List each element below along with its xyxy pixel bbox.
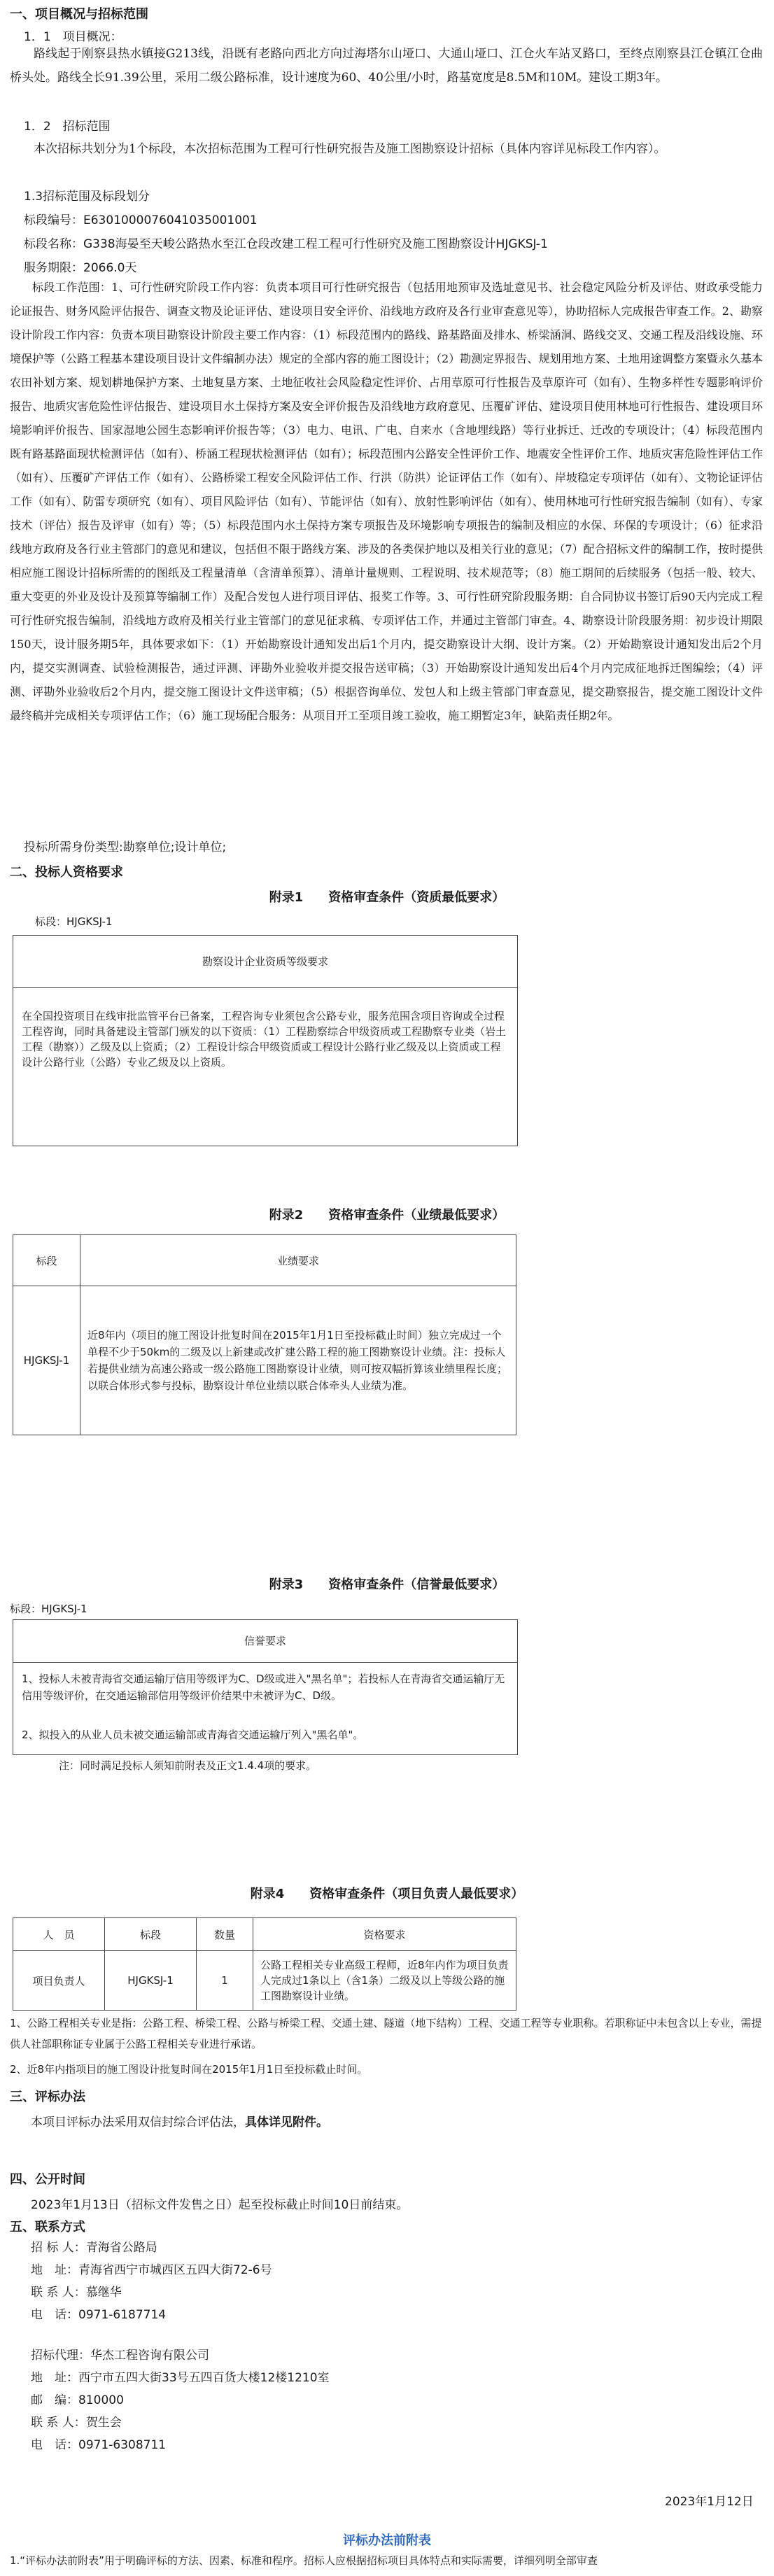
project-overview-text: 路线起于刚察县热水镇接G213线，沿既有老路向西北方向过海塔尔山垭口、大通山垭口、江仓火车站叉路口，至终点刚察县江仓镇江仓曲桥头处。路线全长91.39公里，采用二级公路标准，设计速度为60、40公里/小时，路基宽度是8.5M和10M。建设工期3年。 [10,47,763,85]
table-header-row [13,1918,516,1951]
appendix-3-title: 附录3 资格审查条件（信誉最低要求） [269,1577,505,1592]
col-quantity: 数量 [197,1918,253,1951]
work-scope-text: 标段工作范围：1、可行性研究阶段工作内容：负责本项目可行性研究报告（包括用地预审及选址意见书、社会稳定风险分析及评估、财政承受能力论证报告、财务风险评估报告、调查文物及论证评估、建设项目安全评价、沿线地方政府及各行业审查意见等），协助招标人完成报告审查工作。2、勘察设计阶段工作内容：负责本项目勘察设计阶段主要工作内容：（1）标段范围内的路线、路基路面及排水、桥梁涵洞、路线交叉、交通工程及沿线设施、环境保护等（公路工程基本建设项目设计文件编制办法）规定的全部内容的施工图设计；（2）勘测定界报告、规划用地方案、土地用途调整方案暨永久基本农田补划方案、规划耕地保护方案、土地复垦方案、土地征收社会风险稳定性评价、占用草原可行性报告及草原许可（如有）、生物多样性专题影响评价报告、地质灾害危险性评估报告、建设项目水土保持方案及安全评价报告及沿线地方政府意见、压覆矿评估、建设项目使用林地可行性报告、建设项目环境影响评价报告、国家湿地公园生态影响评价报告等；（3）电力、电讯、广电、自来水（含地埋线路）等行业拆迁、迁改的专项设计；（4）标段范围内既有路基路面现状检测评估（如有）、桥涵工程现状检测评估（如有）；标段范围内公路安全性评价工作、地震安全性评价工作、地质灾害危险性评估工作（如有）、压覆矿产评估工作（如有）、公路桥梁工程安全风险评估工作、行洪（防洪）论证评估工作（如有）、岸坡稳定专项评估（如有）、文物论证评估工作（如有）、防雷专项研究（如有）、项目风险评估（如有）、节能评估（如有）、放射性影响评估（如有）、使用林地可行性研究报告编制（如有）、专家技术（评估）报告及评审（如有）等；（5）标段范围内水土保持方案专项报告及环境影响专项报告的编制及相应的水保、环保的专项设计；（6）征求沿线地方政府及各行业主管部门的意见和建议，包括但不限于路线方案、涉及的各类保护地以及相关行业的意见；（7）配合招标文件的编制工作，按时提供相应施工图设计招标所需的的图纸及工程量清单（含清单预算）、清单计量规则、工程说明、技术规范等；（8）施工期间的后续服务（包括一般、较大、重大变更的外业及设计及预算等编制工作）及配合发包人进行项目评估、报奖工作等。3、可行性研究阶段服务期：自合同协议书签订后90天内完成工程可行性研究报告编制，沿线地方政府及相关行业主管部门的意见征求稿、专项评估工作，并通过主管部门审查。4、勘察设计阶段服务期：初步设计期限150天，设计服务期5年，具体要求如下：（1）开始勘察设计通知发出后1个月内，提交勘察设计大纲、设计方案。（2）开始勘察设计通知发出后2个月内，提交实测调查、试验检测报告，通过评测、评勘外业验收并提交报告送审稿；（3）开始勘察设计通知发出后4个月内完成征地拆迁图编绘；（4）评测、评勘外业验收后2个月内，提交施工图设计文件送审稿；（5）根据咨询单位、发包人和上级主管部门审查意见，提交勘察报告，提交施工图设计文件最终稿并完成相关专项评估工作；（6）施工现场配合服务：从项目开工至项目竣工验收，施工期暂定3年，缺陷责任期2年。 [10,281,763,722]
col-section: 标段 [105,1918,197,1951]
bid-scope-text: 本次招标共划分为1个标段，本次招标范围为工程可行性研究报告及施工图勘察设计招标（具体内容详见标段工作内容）。 [34,142,666,156]
evaluation-appendix-text: 1.“评标办法前附表”用于明确评标的方法、因素、标准和程序。招标人应根据招标项目具体特点和实际需要，详细列明全部审查 [10,2554,598,2567]
col-requirement: 资格要求 [253,1918,516,1951]
appendix-4-table [13,1917,516,2011]
contact-block-tenderer [31,2237,272,2326]
evaluation-method-bold: 具体详见附件。 [245,2116,328,2130]
agent-phone-label: 电 话： [31,2438,78,2452]
row-section: HJGKSJ-1 [105,1951,197,2011]
appendix-4-note-1: 1、公路工程相关专业是指：公路工程、桥梁工程、公路与桥梁工程、交通土建、隧道（地下结构）工程、交通工程等专业职称。若职称证中未包含以上专业，需提供人社部职称证专业属于公路工程相关专业进行承诺。 [10,2017,762,2050]
col-section: 标段 [13,1235,80,1286]
bid-scope-heading: 1．2 招标范围 [24,120,111,134]
postcode-value: 810000 [78,2393,124,2407]
appendix-1-section-code: 标段：HJGKSJ-1 [35,915,113,928]
evaluation-appendix-title: 评标办法前附表 [343,2533,431,2548]
agent-contact-label: 联 系 人： [31,2416,86,2430]
tenderer-address-value: 青海省西宁市城西区五四大街72-6号 [78,2263,272,2277]
appendix-3-item-2: 2、拟投入的从业人员未被交通运输部或青海省交通运输厅列入"黑名单"。 [22,1729,364,1741]
row-quantity: 1 [197,1951,253,2011]
project-overview-heading: 1．1 项目概况： [24,30,122,44]
section-code: 标段编号：E6301000076041035001001 [24,213,258,227]
section-1-title: 一、项目概况与招标范围 [10,7,148,22]
tenderer-phone-value: 0971-6187714 [78,2308,167,2322]
agent-address-value: 西宁市五四大街33号五四百货大楼12楼1210室 [78,2371,330,2385]
appendix-1-body: 在全国投资项目在线审批监管平台已备案，工程咨询专业须包含公路专业，服务范围含项目咨询或全过程工程咨询，同时具备建设主管部门颁发的以下资质：（1）工程勘察综合甲级资质或工程勘察专业类（岩土工程（勘察））乙级及以上资质；（2）工程设计综合甲级资质或工程设计公路行业乙级及以上资质或工程设计公路行业（公路）专业乙级及以上资质。 [22,1010,507,1069]
tenderer-value: 青海省公路局 [85,2241,157,2255]
appendix-3-header: 信誉要求 [13,1620,517,1663]
appendix-3-box [13,1619,518,1755]
evaluation-method-prefix: 本项目评标办法采用双信封综合评估法， [31,2116,245,2130]
row-person: 项目负责人 [13,1951,105,2011]
bidder-identity-type: 投标所需身份类型:勘察单位;设计单位; [24,840,227,854]
col-person: 人 员 [13,1918,105,1951]
appendix-2-title: 附录2 资格审查条件（业绩最低要求） [269,1208,505,1223]
section-4-title: 四、公开时间 [10,2172,85,2187]
row-requirement: 近8年内（项目的施工图设计批复时间在2015年1月1日至投标截止时间）独立完成过一个单程不少于50km的二级及以上新建或改扩建公路工程的施工图勘察设计业绩。注：投标人若提供业绩为高速公路或一级公路施工图勘察设计业绩，则可按双幅折算该业绩里程长度；以联合体形式参与投标，勘察设计单位业绩以联合体牵头人业绩为准。 [80,1286,516,1435]
document-date: 2023年1月12日 [665,2495,754,2509]
appendix-4-note-2: 2、近8年内指项目的施工图设计批复时间在2015年1月1日至投标截止时间。 [10,2063,368,2076]
contact-block-agent [31,2344,330,2456]
postcode-label: 邮 编： [31,2393,78,2407]
tenderer-label: 招 标 人： [31,2241,86,2255]
appendix-3-item-1: 1、投标人未被青海省交通运输厅信用等级评为C、D级或进入"黑名单"；若投标人在青海省交通运输厅无信用等级评价，在交通运输部信用等级评价结果中未被评为C、D级。 [22,1673,505,1702]
appendix-1-title: 附录1 资格审查条件（资质最低要求） [269,890,505,905]
col-requirement: 业绩要求 [80,1235,516,1286]
section-3-title: 三、评标办法 [10,2090,85,2104]
publication-time-text: 2023年1月13日（招标文件发售之日）起至投标截止时间10日前结束。 [31,2198,409,2212]
tenderer-contact-value: 慕继华 [85,2286,122,2300]
table-row [13,1286,516,1435]
table-row [13,1951,516,2011]
appendix-1-box [13,935,518,1146]
section-division-heading: 1.3招标范围及标段划分 [24,190,150,204]
agent-contact-value: 贺生会 [85,2416,122,2430]
agent-address-label: 地 址： [31,2371,78,2385]
appendix-2-table [13,1234,516,1435]
tenderer-contact-label: 联 系 人： [31,2286,86,2300]
section-5-title: 五、联系方式 [10,2220,85,2234]
appendix-4-title: 附录4 资格审查条件（项目负责人最低要求） [250,1887,524,1901]
section-2-title: 二、投标人资格要求 [10,865,123,880]
row-section-code: HJGKSJ-1 [13,1286,80,1435]
tenderer-address-label: 地 址： [31,2263,78,2277]
agent-phone-value: 0971-6308711 [78,2438,167,2452]
section-name: 标段名称：G338海晏至天峻公路热水至江仓段改建工程工程可行性研究及施工图勘察设计HJGKSJ-1 [24,237,548,251]
appendix-3-section-code: 标段：HJGKSJ-1 [10,1603,87,1615]
appendix-3-note: 注：同时满足投标人须知前附表及正文1.4.4项的要求。 [59,1759,317,1772]
agent-label: 招标代理： [31,2349,90,2363]
tenderer-phone-label: 电 话： [31,2308,78,2322]
table-header-row [13,1235,516,1286]
evaluation-method-text [31,2112,328,2130]
agent-value: 华杰工程咨询有限公司 [90,2349,209,2363]
row-requirement: 公路工程相关专业高级工程师，近8年内作为项目负责人完成过1条以上（含1条）二级及以上等级公路的施工图勘察设计业绩。 [253,1951,516,2011]
appendix-1-header: 勘察设计企业资质等级要求 [13,936,517,988]
service-period: 服务期限：2066.0天 [24,261,137,275]
